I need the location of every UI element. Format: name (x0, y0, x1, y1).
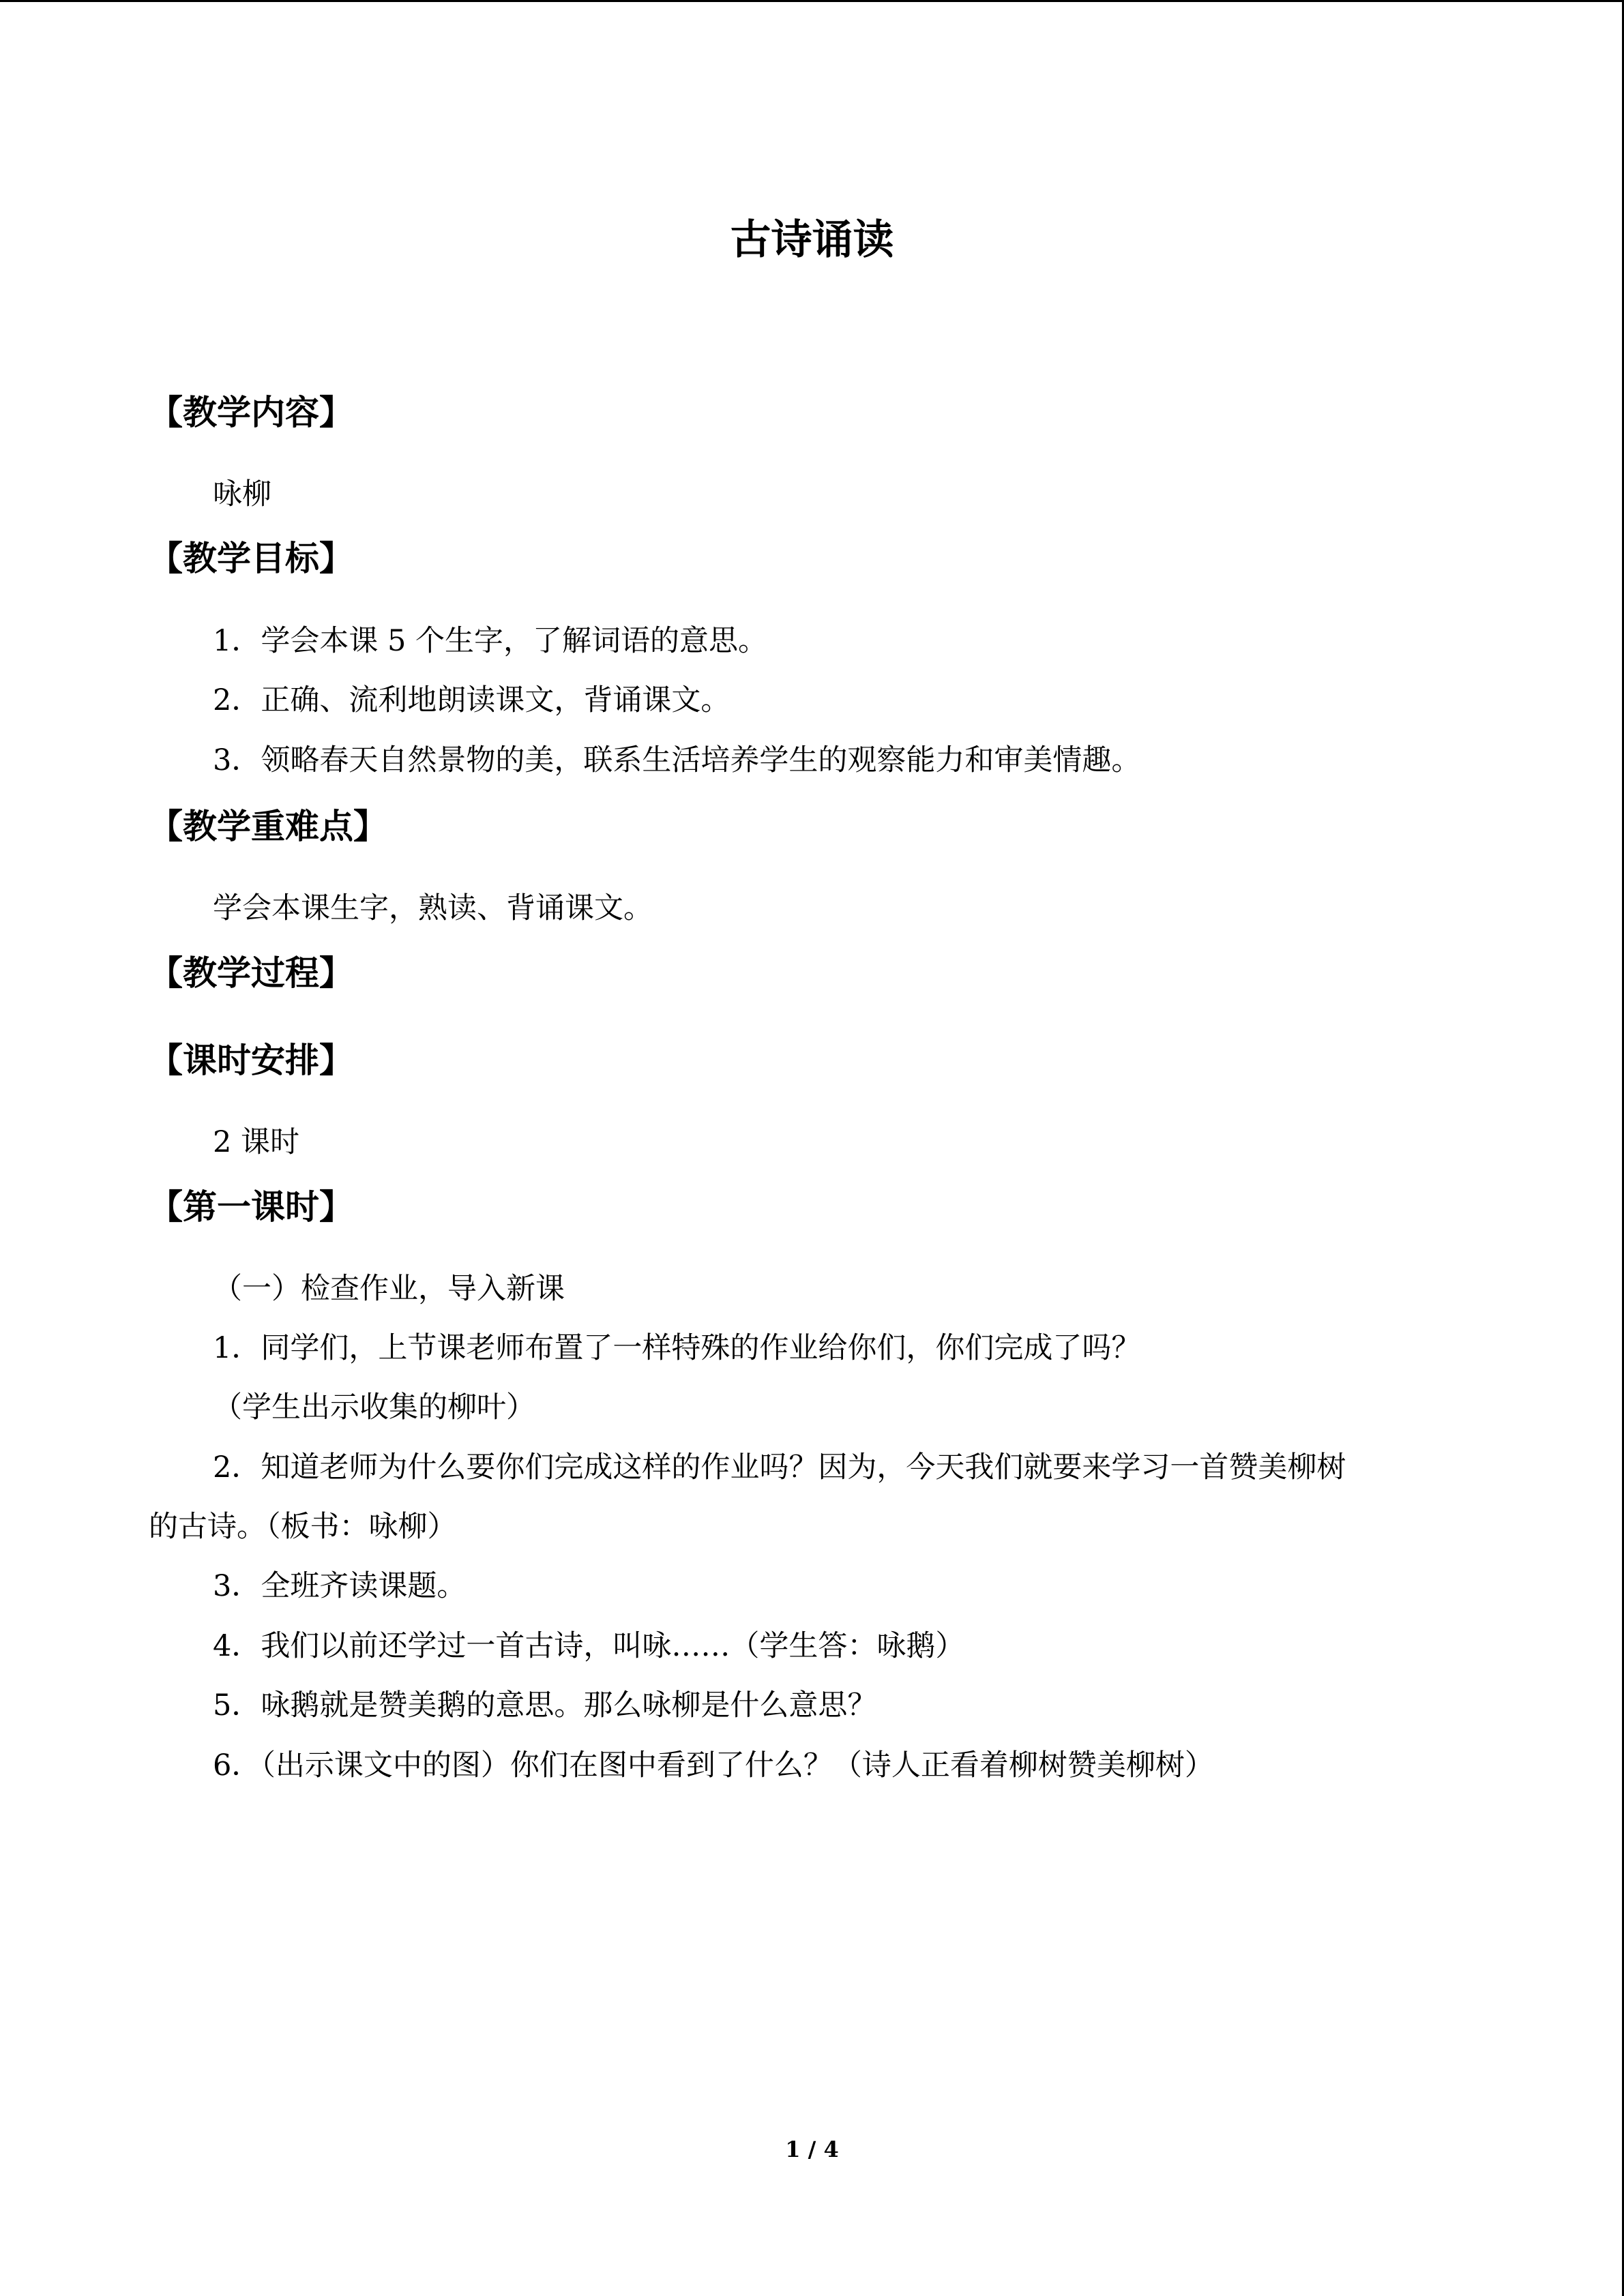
goal-item-3: 3．领略春天自然景物的美，联系生活培养学生的观察能力和审美情趣。 (213, 743, 1141, 777)
lesson-item-2-line-2: 的古诗。（板书：咏柳） (149, 1510, 457, 1544)
lesson-step-1: （一）检查作业，导入新课 (213, 1272, 565, 1306)
heading-teaching-content: 【教学内容】 (149, 393, 353, 432)
heading-teaching-goals: 【教学目标】 (149, 539, 353, 578)
heading-teaching-process: 【教学过程】 (149, 953, 353, 993)
teaching-content-text: 咏柳 (213, 477, 271, 511)
goal-item-2: 2．正确、流利地朗读课文，背诵课文。 (213, 683, 730, 717)
goal-item-1: 1．学会本课 5 个生字，了解词语的意思。 (213, 624, 768, 658)
lesson-item-3: 3．全班齐读课题。 (213, 1569, 467, 1603)
document-title: 古诗诵读 (730, 216, 894, 264)
heading-key-points: 【教学重难点】 (149, 807, 387, 846)
schedule-text: 2 课时 (213, 1125, 300, 1159)
heading-first-lesson: 【第一课时】 (149, 1187, 353, 1227)
heading-schedule: 【课时安排】 (149, 1041, 353, 1080)
page-indicator: 1 / 4 (785, 2136, 839, 2162)
lesson-item-6: 6．（出示课文中的图）你们在图中看到了什么？（诗人正看着柳树赞美柳树） (213, 1748, 1214, 1783)
lesson-item-2-line-1: 2．知道老师为什么要你们完成这样的作业吗？因为，今天我们就要来学习一首赞美柳树 (213, 1450, 1346, 1485)
lesson-item-1-note: （学生出示收集的柳叶） (213, 1390, 535, 1425)
lesson-item-4: 4．我们以前还学过一首古诗，叫咏……（学生答：咏鹅） (213, 1629, 965, 1663)
lesson-item-1: 1．同学们，上节课老师布置了一样特殊的作业给你们，你们完成了吗？ (213, 1331, 1141, 1365)
lesson-item-5: 5．咏鹅就是赞美鹅的意思。那么咏柳是什么意思？ (213, 1688, 877, 1723)
key-points-text: 学会本课生字，熟读、背诵课文。 (213, 891, 653, 925)
